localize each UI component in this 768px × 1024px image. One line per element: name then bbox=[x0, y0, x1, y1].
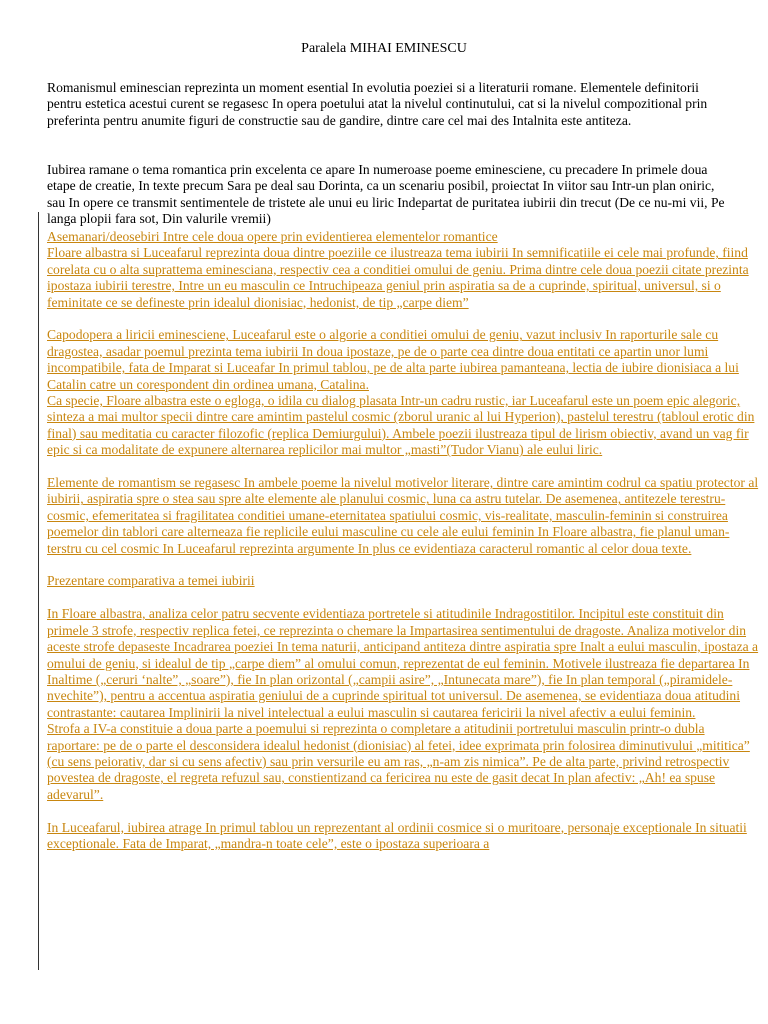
document-title: Paralela MIHAI EMINESCU bbox=[301, 41, 467, 56]
revision-heading-prezentare: Prezentare comparativa a temei iubirii bbox=[47, 573, 255, 589]
paragraph-gap bbox=[47, 803, 759, 819]
revision-paragraph-floare: Floare albastra si Luceafarul reprezinta doua dintre poeziile ce ilustreaza tema iubirii In semnificatiile ei cele mai profunde, fiind corelata cu o alta suprattema eminesciana, respectiv cea a conditiei omului de geniu. Prima dintre cele doua poezii citate prezinta ipostaza iubirii terestre, Intre un eu masculin ce Intruchipeaza geniul prin aspiratia sa de a cuprinde, spiritual, universul, si o feminitate ce se defineste prin idealul dionisiac, hedonist, de tip „carpe diem” bbox=[47, 245, 749, 310]
paragraph-iubirea: Iubirea ramane o tema romantica prin excelenta ce apare In numeroase poeme eminesciene, cu precadere In primele doua etape de creatie, In texte precum Sara pe deal sau Dorinta, ca un scenariu posibil, proiectat In viitor sau Intr-un plan oniric, sau In opere ce transmit sentimentele de tristete ale unui eu liric Indepartat de puritatea iubirii din trecut (De ce nu-mi vii, Pe langa plopii fara sot, Din valurile vremii) bbox=[47, 162, 725, 227]
paragraph-gap bbox=[47, 459, 759, 475]
paragraph-gap bbox=[47, 590, 759, 606]
revision-heading-asemanari: Asemanari/deosebiri Intre cele doua opere prin evidentierea elementelor romantice bbox=[47, 229, 498, 244]
paragraph-intro: Romanismul eminescian reprezinta un moment esential In evolutia poeziei si a literaturii romane. Elementele definitorii pentru estetica acestui curent se regasesc In opera poetului atat la nivelul continutului, cat si la nivelul compozitional prin preferinta pentru anumite figuri de constructie sau de gandire, dintre care cel mai des Intalnita este antiteza. bbox=[47, 80, 708, 128]
revision-paragraph-elemente: Elemente de romantism se regasesc In ambele poeme la nivelul motivelor literare, dintre care amintim codrul ca spatiu protector al iubirii, aspiratia spre o stea sau spre alte elemente ale planului cosmic, luna ca astru tutelar. De asemenea, antitezele terestru-cosmic, efemeritatea si fragilitatea conditiei umane-eternitatea spatiului cosmic, vis-realitate, masculin-feminin si construirea poemelor din tablori care alterneaza fie replicile eului masculine cu cele ale eului feminin In Floare albastra, fie planul uman-terstru cu cel cosmic In Luceafarul reprezinta argumente In plus ce evidentiaza caracterul romantic al celor doua texte. bbox=[47, 475, 759, 556]
revision-paragraph-specie: Ca specie, Floare albastra este o egloga, o idila cu dialog plasata Intr-un cadru rustic, iar Luceafarul este un poem epic alegoric, sinteza a mai multor specii dintre care amintim pastelul cosmic (zborul uranic al lui Hyperion), pastelul terestru (tabloul erotic din final) sau meditatia cu caracter filozofic (replica Demiurgului). Ambele poezii ilustreaza tipul de lirism obiectiv, avand un vag fir epic si ca modalitate de expunere alternarea replicilor mai multor „masti”(Tudor Vianu) ale eului liric. bbox=[47, 393, 755, 458]
revision-paragraph-strofa: Strofa a IV-a constituie a doua parte a poemului si reprezinta o completare a atitudinii portretului masculin printr-o dubla raportare: pe de o parte el desconsidera idealul hedonist (dionisiac) al fetei, idee exprimata prin folosirea diminutivului „mititica” (cu sens peiorativ, dar si cu sens afectiv) sau prin versurile eu am ras, „n-am zis nimica”. Pe de alta parte, privind retrospectiv povestea de dragoste, el regreta refuzul sau, constientizand ca fericirea nu este de gasit decat In plan afectiv: „Ah! ea spuse adevarul”. bbox=[47, 721, 750, 802]
revision-paragraph-floare-analiza: In Floare albastra, analiza celor patru secvente evidentiaza portretele si atitudinile Indragostitilor. Incipitul este constituit din primele 3 strofe, respectiv replica fetei, ce reprezinta o chemare la Impartasirea sentimentului de dragoste. Analiza motivelor din aceste strofe depaseste Incadrarea poeziei In tema naturii, anticipand antiteza dintre aspiratia spre Inalt a eului masculin, ipostaza a omului de geniu, si idealul de tip „carpe diem” al omului comun, reprezentat de eul feminin. Motivele ilustreaza fie departarea In Inaltime („ceruri ‘nalte”, „soare”), fie In plan orizontal („campii asire”, „Intunecata mare”), fie In plan temporal („piramidele-nvechite”), pentru a accentua aspiratia geniului de a cuprinde spiritual tot universul. De asemenea, se evidentiaza doua atitudini contrastante: cautarea Implinirii la nivel intelectual a eului masculin si cautarea fericirii la nivel afectiv a eului feminin. bbox=[47, 606, 759, 720]
paragraph-gap bbox=[47, 311, 759, 327]
tracked-changes-section bbox=[47, 229, 759, 852]
revision-change-bar bbox=[38, 212, 39, 970]
revision-paragraph-luceafarul: In Luceafarul, iubirea atrage In primul tablou un reprezentant al ordinii cosmice si o muritoare, personaje exceptionale In situatii exceptionale. Fata de Imparat, „mandra-n toate cele”, este o ipostaza superioara a bbox=[47, 819, 747, 851]
paragraph-gap bbox=[47, 557, 759, 573]
revision-paragraph-capodopera: Capodopera a liricii eminesciene, Luceafarul este o algorie a conditiei omului de geniu, vazut inclusiv In raporturile sale cu dragostea, asadar poemul prezinta tema iubirii In doua ipostaze, pe de o parte cea dintre doua entitati ce apartin unor lumi incompatibile, fata de Imparat si Luceafar In primul tablou, pe de alta parte iubirea pamanteana, lectia de iubire dionisiaca a lui Catalin catre un corespondent din ordinea umana, Catalina. bbox=[47, 327, 739, 392]
